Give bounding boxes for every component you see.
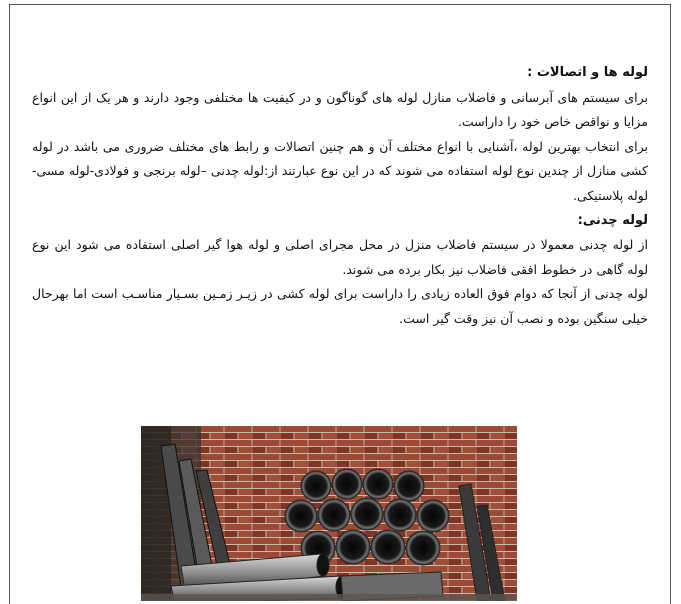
paragraph-cast-iron-durability: لوله چدنی از آنجا که دوام فوق العاده زیادی را داراست برای لوله کشی در زیـر زمـین بسـیار مناسـب است اما بهرحال خیلی سنگین بوده و نصب آن نیز وقت گیر است.: [32, 286, 648, 326]
paragraph-cast-iron-usage: از لوله چدنی معمولا در سیستم فاضلاب منزل در محل مجرای اصلی و لوله هوا گیر اصلی استفاده می شود این نوع لوله گاهی در خطوط افقی فاضلاب نیز بکار برده می شوند.: [32, 237, 648, 277]
cast-iron-pipes-image: [141, 426, 517, 601]
paragraph-intro: برای سیستم های آبرسانی و فاضلاب منازل لوله های گوناگون و در کیفیت ها مختلفی وجود دارند و هر یک از این انواع مزایا و نواقص خاص خود را داراست.: [32, 89, 648, 130]
heading-cast-iron-pipe: لوله چدنی:: [577, 212, 648, 228]
cast-iron-pipes-photo: [141, 426, 517, 601]
document-page: [9, 4, 671, 604]
paragraph-pipe-types: برای انتخاب بهترین لوله ،آشنایی با انواع مختلف آن و هم چنین اتصالات و رابط های مختلف ضروری می باشد در لوله کشی منازل از چندین نوع لوله استفاده می شوند که در این نوع عبارتند از:لوله چدنی –لوله برنجی و فولادی-لوله مسی-لوله پلاستیکی.: [32, 138, 648, 203]
document-body: [32, 61, 648, 332]
heading-pipes-and-fittings: لوله ها و اتصالات :: [527, 65, 648, 80]
